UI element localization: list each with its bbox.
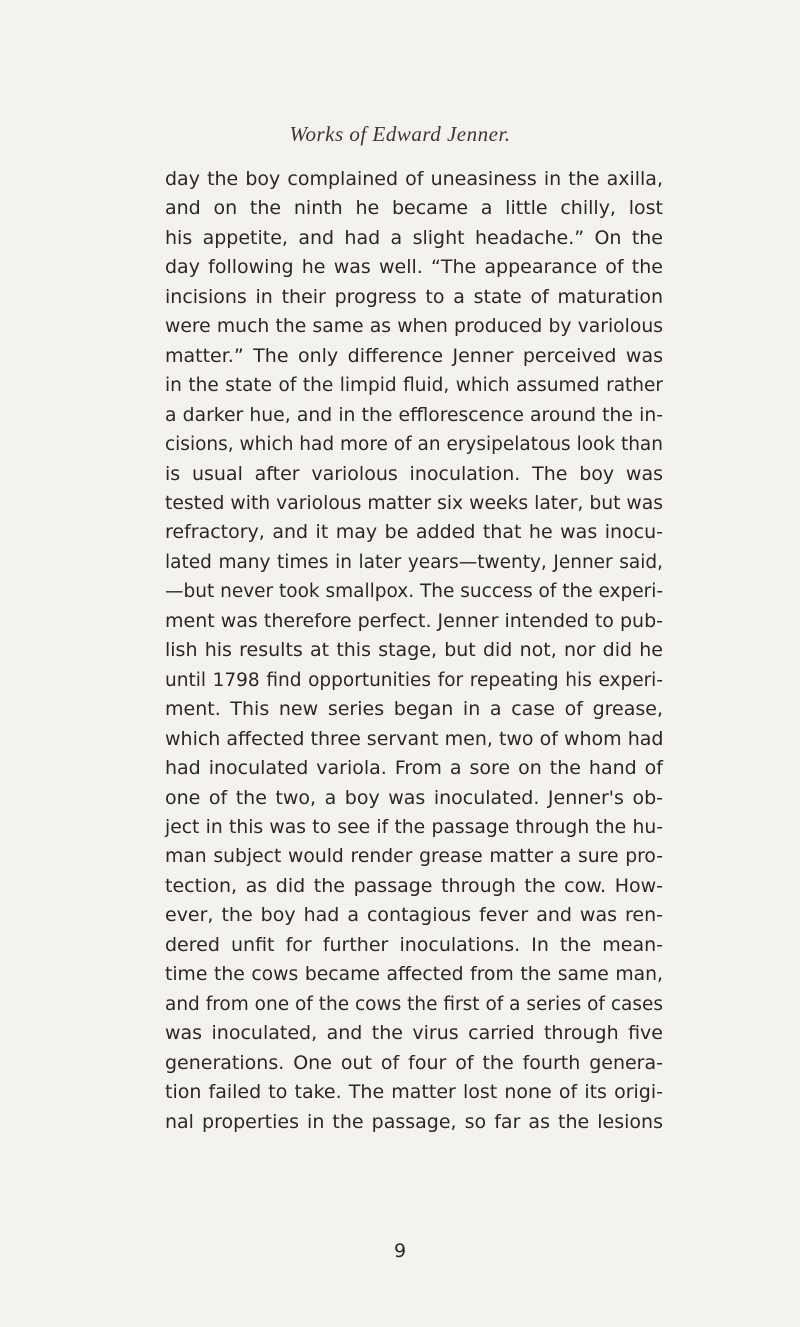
text-line: ject in this was to see if the passage through the hu- (165, 816, 663, 838)
body-text (165, 165, 663, 1137)
text-line: is usual after variolous inoculation. The boy was (165, 462, 663, 485)
page-number: 9 (393, 1240, 407, 1262)
text-line: matter.” The only difference Jenner perceived was (165, 344, 663, 367)
text-line: lish his results at this stage, but did not, nor did he (165, 639, 663, 662)
text-line: ment. This new series began in a case of grease, (165, 698, 663, 721)
text-line: tection, as did the passage through the cow. How- (165, 874, 663, 897)
text-line: day following he was well. “The appearance of the (165, 256, 663, 279)
text-line: had inoculated variola. From a sore on the hand of (165, 757, 663, 780)
text-line: incisions in their progress to a state of maturation (165, 285, 663, 308)
text-line: day the boy complained of uneasiness in the axilla, (165, 168, 663, 190)
text-line: tion failed to take. The matter lost none of its origi- (165, 1081, 663, 1104)
text-line: which affected three servant men, two of whom had (165, 727, 664, 750)
text-line: dered unfit for further inoculations. In the mean- (165, 933, 663, 956)
text-line: cisions, which had more of an erysipelatous look than (165, 434, 663, 456)
text-line: nal properties in the passage, so far as the lesions (165, 1110, 663, 1133)
text-line: ever, the boy had a contagious fever and was ren- (165, 904, 663, 927)
text-line: tested with variolous matter six weeks later, but was (165, 492, 664, 514)
text-line: and on the ninth he became a little chilly, lost (165, 197, 663, 220)
text-line: were much the same as when produced by variolous (165, 316, 663, 338)
text-line: ment was therefore perfect. Jenner intended to pub- (165, 609, 663, 632)
text-line: a darker hue, and in the efflorescence around the in- (165, 404, 663, 426)
text-line: —but never took smallpox. The success of the experi- (165, 581, 664, 603)
text-line: and from one of the cows the first of a series of cases (165, 993, 663, 1015)
text-line: in the state of the limpid fluid, which assumed rather (165, 375, 663, 397)
text-line: refractory, and it may be added that he was inocu- (165, 521, 663, 544)
running-head: Works of Edward Jenner. (289, 122, 511, 146)
text-line: until 1798 find opportunities for repeating his experi- (165, 669, 663, 691)
text-line: lated many times in later years—twenty, Jenner said, (165, 551, 663, 573)
text-line: his appetite, and had a slight headache.” On the (165, 226, 663, 249)
text-line: man subject would render grease matter a sure pro- (165, 846, 663, 868)
text-line: one of the two, a boy was inoculated. Jenner's ob- (165, 786, 663, 809)
text-line: generations. One out of four of the fourth genera- (165, 1051, 663, 1074)
text-line: was inoculated, and the virus carried through five (165, 1022, 663, 1045)
text-line: time the cows became affected from the same man, (165, 964, 663, 986)
